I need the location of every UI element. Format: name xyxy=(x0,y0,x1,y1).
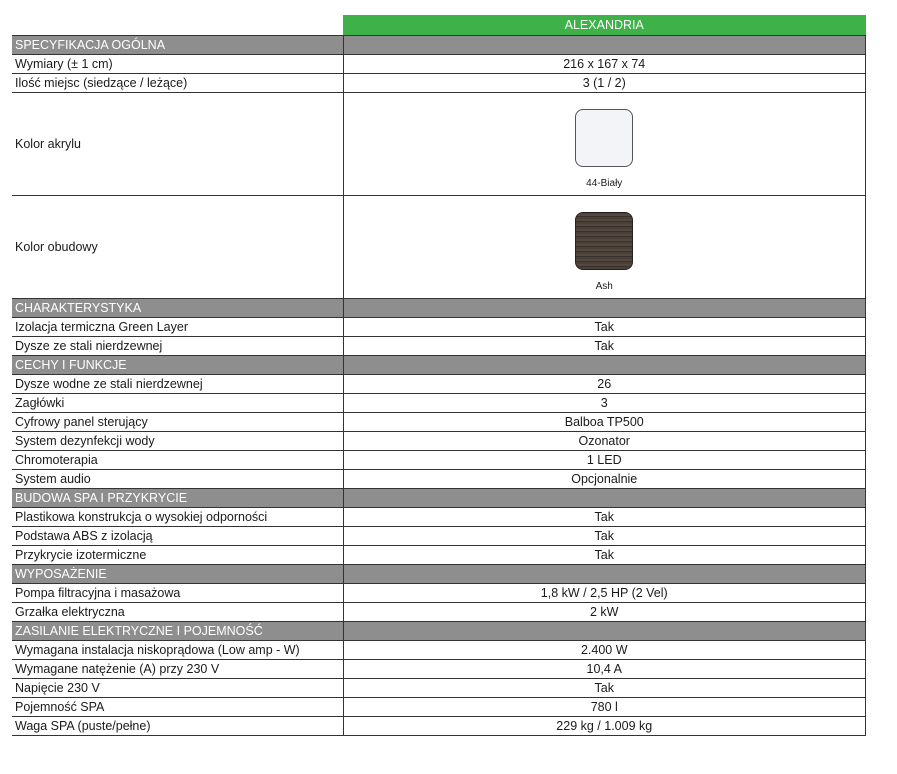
acrylic-color-row xyxy=(12,93,866,196)
table-row xyxy=(12,55,866,74)
row-label: Wymiary (± 1 cm) xyxy=(12,55,343,74)
row-label: Napięcie 230 V xyxy=(12,679,343,698)
table-row xyxy=(12,527,866,546)
row-value: 780 l xyxy=(343,698,866,717)
table-row xyxy=(12,584,866,603)
section-header-features xyxy=(12,356,866,375)
table-row xyxy=(12,451,866,470)
table-row xyxy=(12,318,866,337)
table-row xyxy=(12,660,866,679)
row-label: Ilość miejsc (siedzące / leżące) xyxy=(12,74,343,93)
table-row xyxy=(12,432,866,451)
row-value: 1 LED xyxy=(343,451,866,470)
table-row xyxy=(12,74,866,93)
row-value: 2 kW xyxy=(343,603,866,622)
section-title: CHARAKTERYSTYKA xyxy=(12,299,343,318)
title-spacer xyxy=(12,15,343,36)
section-spacer xyxy=(343,565,866,584)
section-spacer xyxy=(343,36,866,55)
table-row xyxy=(12,679,866,698)
row-value: 1,8 kW / 2,5 HP (2 Vel) xyxy=(343,584,866,603)
row-value: Tak xyxy=(343,508,866,527)
spec-table xyxy=(12,15,866,736)
row-label: Pojemność SPA xyxy=(12,698,343,717)
row-value: 229 kg / 1.009 kg xyxy=(343,717,866,736)
section-header-general xyxy=(12,36,866,55)
row-label: Izolacja termiczna Green Layer xyxy=(12,318,343,337)
title-row xyxy=(12,15,866,36)
table-row xyxy=(12,641,866,660)
row-label: Pompa filtracyjna i masażowa xyxy=(12,584,343,603)
row-label: Wymagane natężenie (A) przy 230 V xyxy=(12,660,343,679)
row-value: 2.400 W xyxy=(343,641,866,660)
section-spacer xyxy=(343,356,866,375)
table-row xyxy=(12,698,866,717)
row-label: Przykrycie izotermiczne xyxy=(12,546,343,565)
row-value: Tak xyxy=(343,337,866,356)
section-spacer xyxy=(343,489,866,508)
row-label: Chromoterapia xyxy=(12,451,343,470)
section-header-power xyxy=(12,622,866,641)
cabinet-color-swatch xyxy=(575,212,633,270)
row-value: Tak xyxy=(343,527,866,546)
row-label: Cyfrowy panel sterujący xyxy=(12,413,343,432)
section-title: BUDOWA SPA I PRZYKRYCIE xyxy=(12,489,343,508)
section-title: CECHY I FUNKCJE xyxy=(12,356,343,375)
cabinet-color-row xyxy=(12,196,866,299)
row-label: Podstawa ABS z izolacją xyxy=(12,527,343,546)
cabinet-color-name: Ash xyxy=(595,281,613,292)
row-label: Dysze ze stali nierdzewnej xyxy=(12,337,343,356)
table-row xyxy=(12,717,866,736)
row-label: Zagłówki xyxy=(12,394,343,413)
table-row xyxy=(12,394,866,413)
row-label: Kolor akrylu xyxy=(12,93,343,196)
table-row xyxy=(12,337,866,356)
section-title: WYPOSAŻENIE xyxy=(12,565,343,584)
row-value: Ozonator xyxy=(343,432,866,451)
row-label: Plastikowa konstrukcja o wysokiej odporności xyxy=(12,508,343,527)
row-value: Tak xyxy=(343,318,866,337)
row-value: 3 (1 / 2) xyxy=(343,74,866,93)
table-row xyxy=(12,508,866,527)
table-row xyxy=(12,413,866,432)
row-label: System dezynfekcji wody xyxy=(12,432,343,451)
section-header-equipment xyxy=(12,565,866,584)
row-value: Tak xyxy=(343,546,866,565)
acrylic-swatch-cell xyxy=(343,93,866,196)
section-spacer xyxy=(343,622,866,641)
table-row xyxy=(12,375,866,394)
table-row xyxy=(12,546,866,565)
row-label: Waga SPA (puste/pełne) xyxy=(12,717,343,736)
row-label: System audio xyxy=(12,470,343,489)
cabinet-swatch-cell xyxy=(343,196,866,299)
section-title: SPECYFIKACJA OGÓLNA xyxy=(12,36,343,55)
section-title: ZASILANIE ELEKTRYCZNE I POJEMNOŚĆ xyxy=(12,622,343,641)
section-spacer xyxy=(343,299,866,318)
row-value: 10,4 A xyxy=(343,660,866,679)
row-label: Grzałka elektryczna xyxy=(12,603,343,622)
section-header-construction xyxy=(12,489,866,508)
row-label: Dysze wodne ze stali nierdzewnej xyxy=(12,375,343,394)
table-row xyxy=(12,603,866,622)
row-value: Balboa TP500 xyxy=(343,413,866,432)
row-value: Opcjonalnie xyxy=(343,470,866,489)
row-value: 3 xyxy=(343,394,866,413)
row-value: 26 xyxy=(343,375,866,394)
row-value: 216 x 167 x 74 xyxy=(343,55,866,74)
acrylic-color-name: 44-Biały xyxy=(586,178,623,189)
acrylic-color-swatch xyxy=(575,109,633,167)
model-title: ALEXANDRIA xyxy=(343,15,866,36)
section-header-characteristics xyxy=(12,299,866,318)
row-value: Tak xyxy=(343,679,866,698)
row-label: Kolor obudowy xyxy=(12,196,343,299)
table-row xyxy=(12,470,866,489)
row-label: Wymagana instalacja niskoprądowa (Low amp - W) xyxy=(12,641,343,660)
